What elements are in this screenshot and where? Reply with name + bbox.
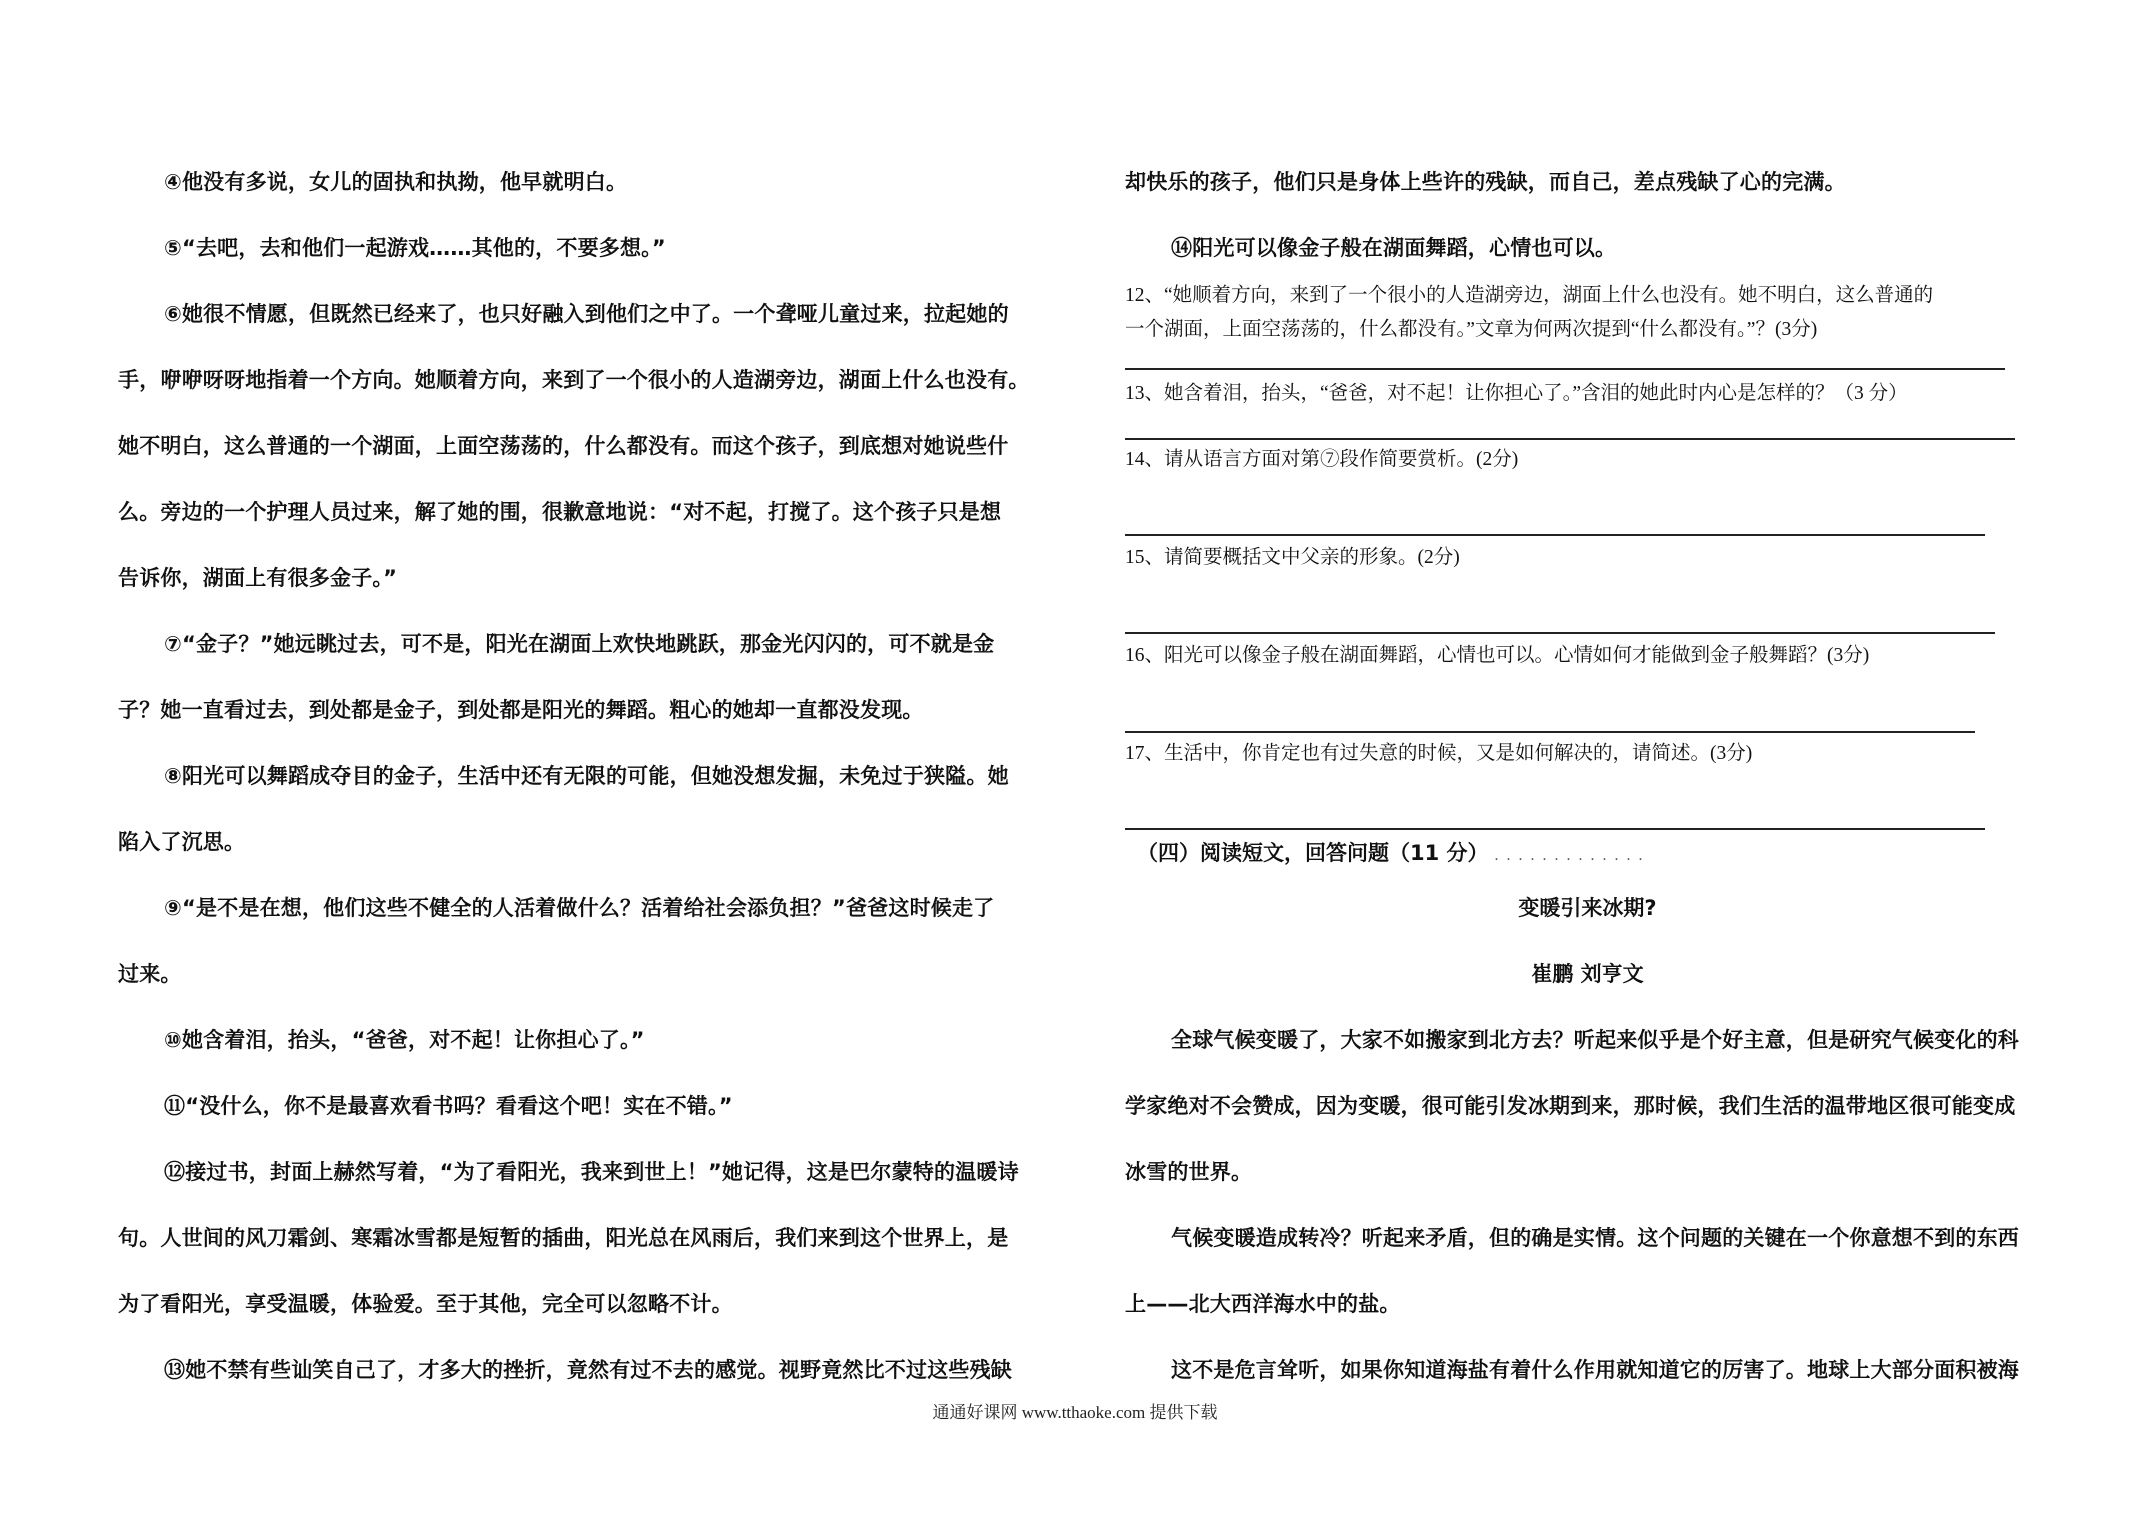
question-text: 15、请简要概括文中父亲的形象。(2分) (1125, 547, 1460, 568)
paragraph-4 (118, 149, 627, 215)
question-text: 13、她含着泪，抬头，“爸爸，对不起！让你担心了。”含泪的她此时内心是怎样的？（3 分） (1125, 383, 1908, 404)
text-line: ⑪“没什么，你不是最喜欢看书吗？看看这个吧！实在不错。” (164, 1094, 733, 1118)
text-line: 陷入了沉思。 (118, 830, 246, 854)
paragraph-10 (118, 1007, 645, 1073)
text-line: 她不明白，这么普通的一个湖面，上面空荡荡的，什么都没有。而这个孩子，到底想对她说些什 (118, 434, 1009, 458)
text-line: 上——北大西洋海水中的盐。 (1125, 1292, 1401, 1316)
answer-line (1125, 534, 1985, 536)
text-line: 子？她一直看过去，到处都是金子，到处都是阳光的舞蹈。粗心的她却一直都没发现。 (118, 698, 924, 722)
article-paragraph-2 (1125, 1205, 2019, 1337)
text-line: ⑥她很不情愿，但既然已经来了，也只好融入到他们之中了。一个聋哑儿童过来，拉起她的 (164, 302, 1009, 326)
question-17 (1125, 737, 1752, 771)
paragraph-9 (118, 875, 994, 1007)
text-line: 么。旁边的一个护理人员过来，解了她的围，很歉意地说：“对不起，打搅了。这个孩子只是想 (118, 500, 1002, 524)
answer-line (1125, 438, 2015, 440)
section-title: （四）阅读短文，回答问题（11 分） (1137, 841, 1489, 865)
text-line: 这不是危言耸听，如果你知道海盐有着什么作用就知道它的厉害了。地球上大部分面积被海 (1171, 1358, 2019, 1382)
question-text: 17、生活中，你肯定也有过失意的时候，又是如何解决的，请简述。(3分) (1125, 743, 1753, 764)
text-line: 手，咿咿呀呀地指着一个方向。她顺着方向，来到了一个很小的人造湖旁边，湖面上什么也没有。 (118, 368, 1030, 392)
text-line: 为了看阳光，享受温暖，体验爱。至于其他，完全可以忽略不计。 (118, 1292, 733, 1316)
text-line: 告诉你，湖面上有很多金子。” (118, 566, 398, 590)
answer-line (1125, 828, 1985, 830)
paragraph-13-continuation (1125, 149, 1846, 215)
question-text: 14、请从语言方面对第⑦段作简要赏析。(2分) (1125, 449, 1519, 470)
text-line: 句。人世间的风刀霜剑、寒霜冰雪都是短暂的插曲，阳光总在风雨后，我们来到这个世界上，是 (118, 1226, 1009, 1250)
paragraph-14 (1125, 215, 1616, 281)
article-title: 变暖引来冰期? (1518, 896, 1657, 920)
article-paragraph-1 (1125, 1007, 2019, 1205)
text-line: ⑨“是不是在想，他们这些不健全的人活着做什么？活着给社会添负担？”爸爸这时候走了 (164, 896, 995, 920)
text-line: 冰雪的世界。 (1125, 1160, 1253, 1184)
paragraph-11 (118, 1073, 733, 1139)
question-13 (1125, 377, 1908, 411)
question-text: 一个湖面，上面空荡荡的，什么都没有。”文章为何两次提到“什么都没有。”？(3分) (1125, 319, 1818, 340)
text-line: 过来。 (118, 962, 182, 986)
answer-line (1125, 731, 1975, 733)
text-line: ⑦“金子？”她远眺过去，可不是，阳光在湖面上欢快地跳跃，那金光闪闪的，可不就是金 (164, 632, 995, 656)
footer-credit: 通通好课网 www.tthaoke.com 提供下载 (932, 1403, 1218, 1422)
paragraph-13 (118, 1337, 1012, 1403)
leader-dots: . . . . . . . . . . . . . (1494, 847, 1645, 864)
question-text: 16、阳光可以像金子般在湖面舞蹈，心情也可以。心情如何才能做到金子般舞蹈？(3分) (1125, 645, 1870, 666)
paragraph-12 (118, 1139, 1019, 1337)
paragraph-7 (118, 611, 994, 743)
question-16 (1125, 639, 1869, 673)
text-line: 却快乐的孩子，他们只是身体上些许的残缺，而自己，差点残缺了心的完满。 (1125, 170, 1846, 194)
paragraph-5 (118, 215, 666, 281)
question-15 (1125, 541, 1460, 575)
text-line: ⑫接过书，封面上赫然写着，“为了看阳光，我来到世上！”她记得，这是巴尔蒙特的温暖诗 (164, 1160, 1019, 1184)
article-paragraph-3 (1125, 1337, 2019, 1403)
text-line: ⑧阳光可以舞蹈成夺目的金子，生活中还有无限的可能，但她没想发掘，未免过于狭隘。她 (164, 764, 1009, 788)
section-4-heading (1137, 837, 1645, 867)
text-line: ⑤“去吧，去和他们一起游戏……其他的，不要多想。” (164, 236, 666, 260)
article-authors: 崔鹏 刘亨文 (1531, 962, 1644, 986)
text-line: ⑩她含着泪，抬头，“爸爸，对不起！让你担心了。” (164, 1028, 645, 1052)
text-line: 气候变暖造成转冷？听起来矛盾，但的确是实情。这个问题的关键在一个你意想不到的东西 (1171, 1226, 2019, 1250)
answer-line (1125, 368, 2005, 370)
text-line: 学家绝对不会赞成，因为变暖，很可能引发冰期到来，那时候，我们生活的温带地区很可能变成 (1125, 1094, 2016, 1118)
text-line: ⑭阳光可以像金子般在湖面舞蹈，心情也可以。 (1171, 236, 1617, 260)
text-line: ⑬她不禁有些讪笑自己了，才多大的挫折，竟然有过不去的感觉。视野竟然比不过这些残缺 (164, 1358, 1012, 1382)
text-line: 全球气候变暖了，大家不如搬家到北方去？听起来似乎是个好主意，但是研究气候变化的科 (1171, 1028, 2019, 1052)
paragraph-6 (118, 281, 1030, 611)
question-14 (1125, 443, 1518, 477)
question-text: 12、“她顺着方向，来到了一个很小的人造湖旁边，湖面上什么也没有。她不明白，这么普通的 (1125, 285, 1934, 306)
paragraph-8 (118, 743, 1009, 875)
answer-line (1125, 632, 1995, 634)
question-12 (1125, 279, 1933, 347)
text-line: ④他没有多说，女儿的固执和执拗，他早就明白。 (164, 170, 628, 194)
